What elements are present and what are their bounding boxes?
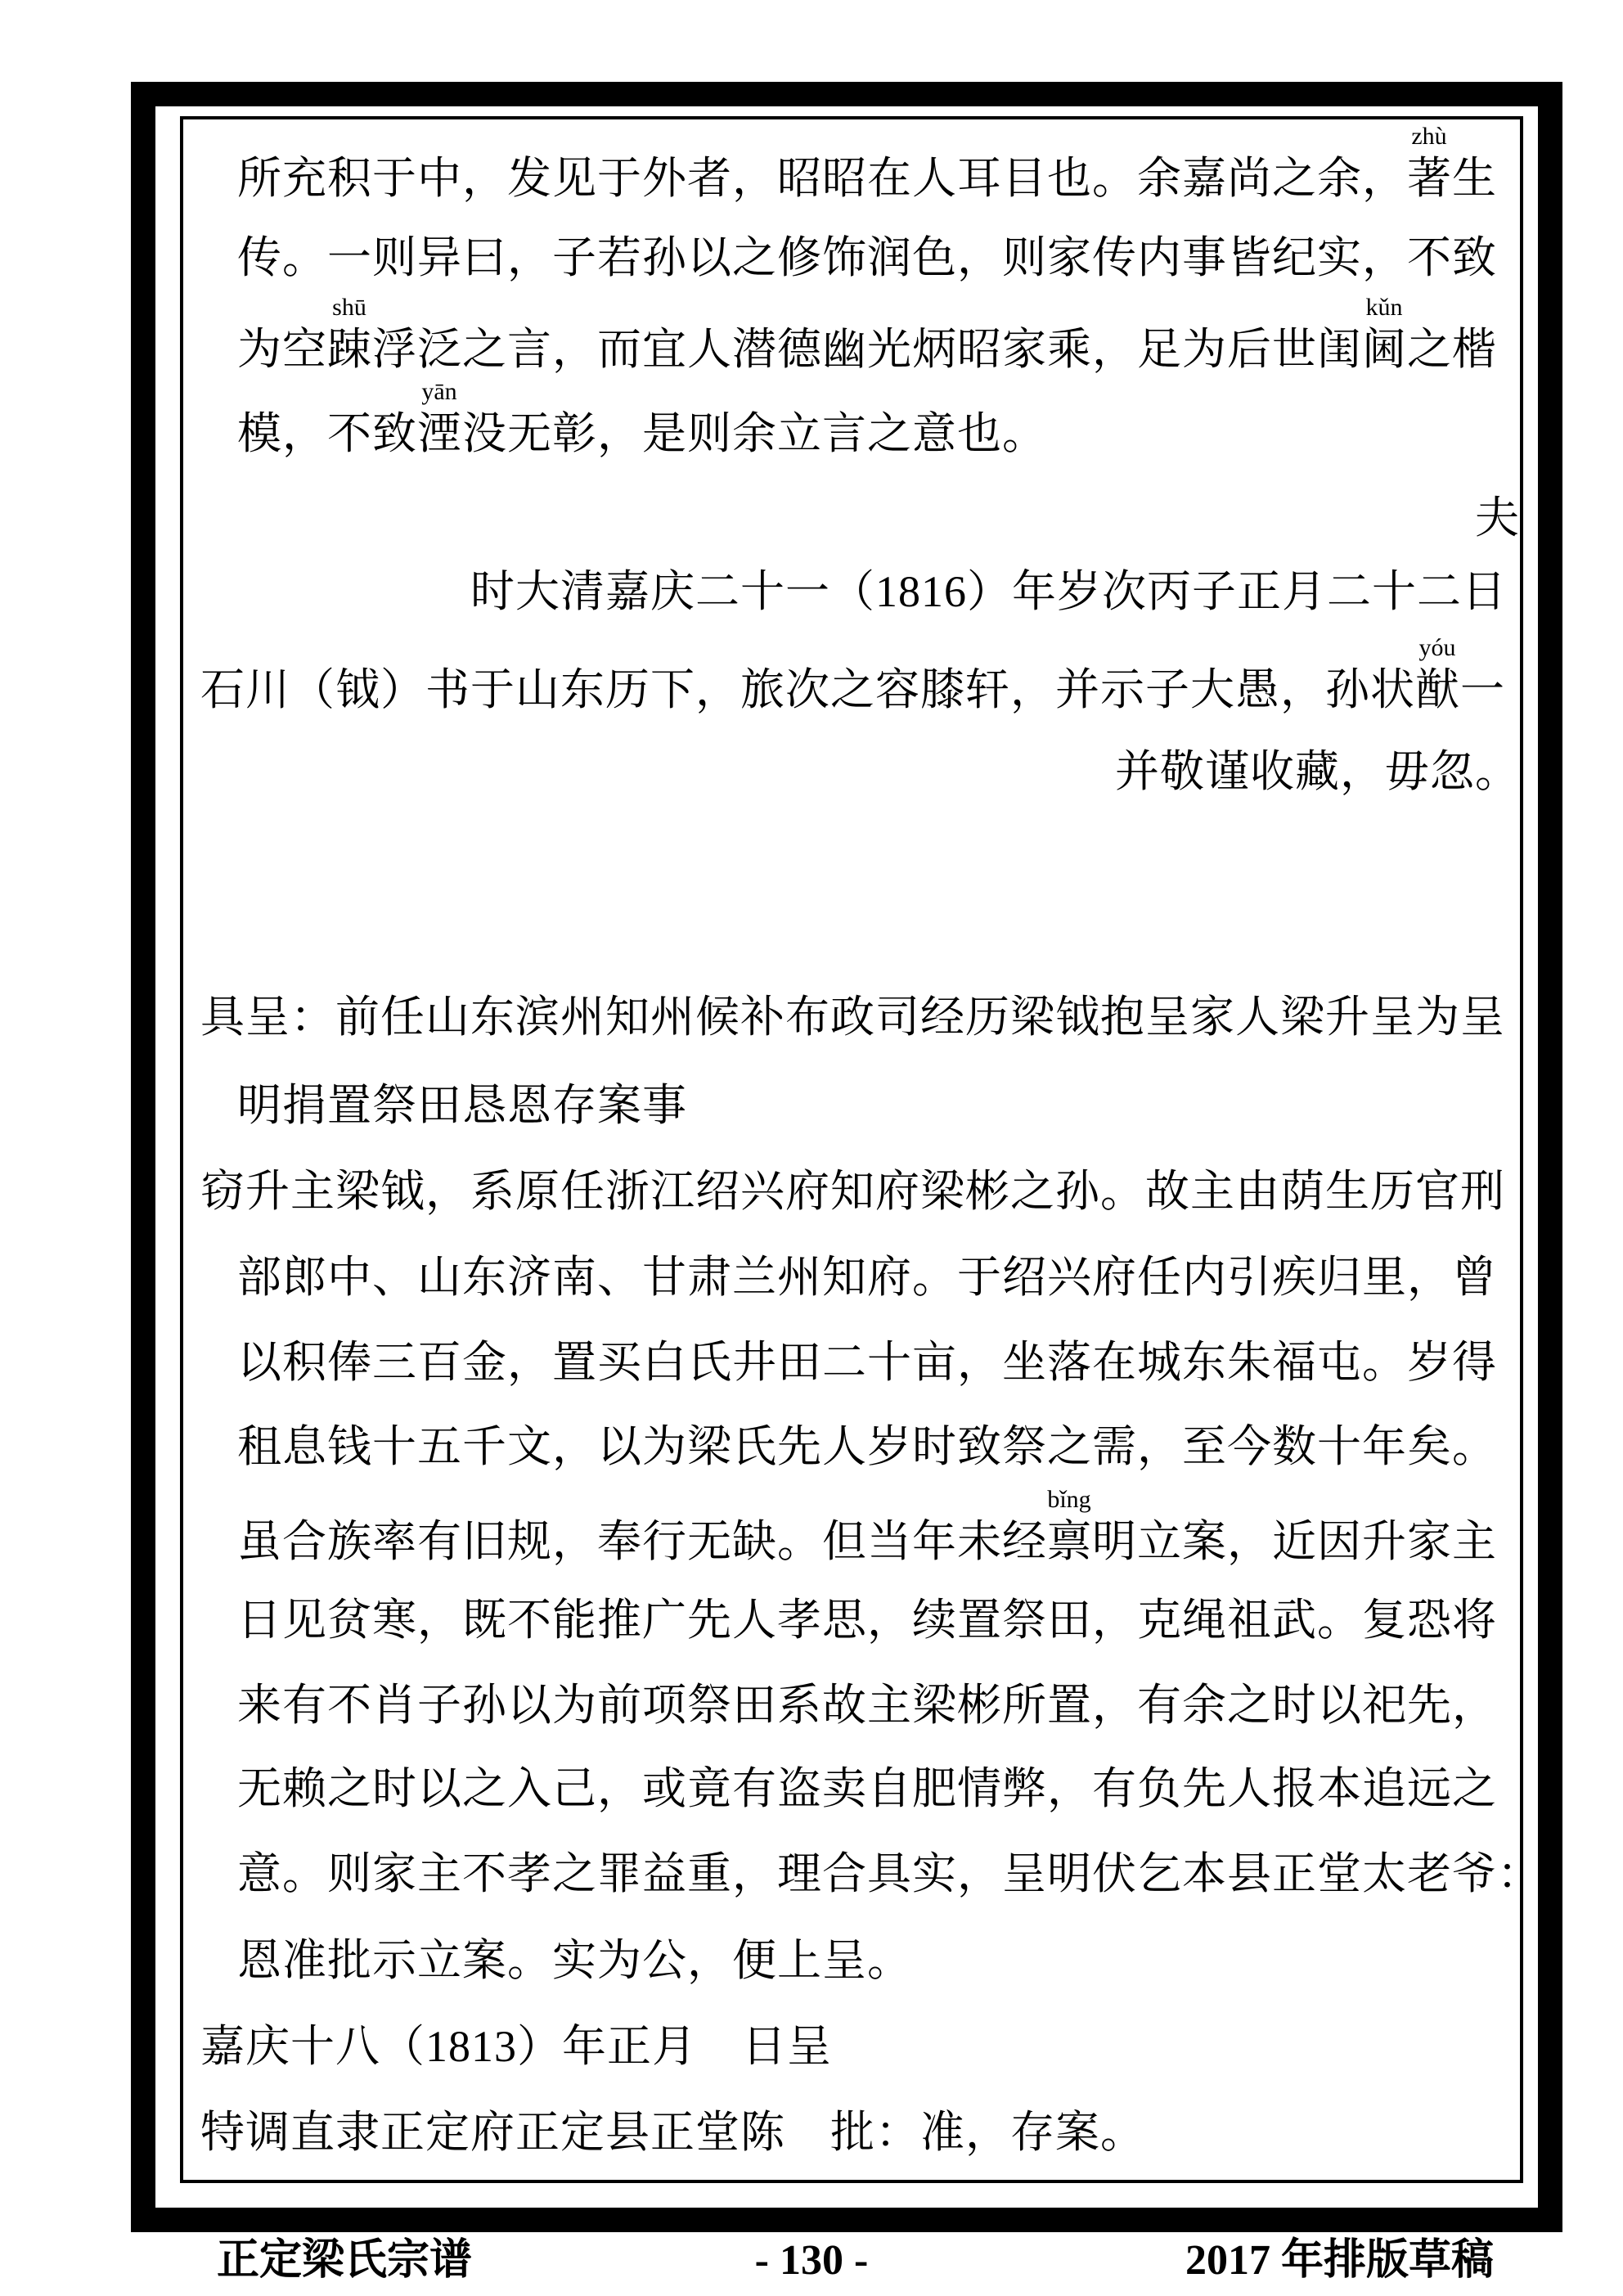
text-line: 所充积于中，发见于外者，昭昭在人耳目也。余嘉尚之余，著生 [237, 154, 1497, 203]
text-line: 嘉庆十八（1813）年正月 日呈 [200, 2022, 832, 2071]
text-line: 虽合族率有旧规，奉行无缺。但当年未经禀明立案，近因升家主 [237, 1517, 1497, 1566]
text-line: 无赖之时以之入己，或竟有盗卖自肥情弊，有负先人报本追远之 [237, 1764, 1497, 1813]
pinyin-annotation: zhù [1411, 123, 1447, 150]
text-line: 窃升主梁钺，系原任浙江绍兴府知府梁彬之孙。故主由荫生历官刑 [200, 1167, 1505, 1216]
text-line: 部郎中、山东济南、甘肃兰州知府。于绍兴府任内引疾归里，曾 [237, 1253, 1497, 1302]
text-line: 为空踈浮泛之言，而宜人潜德幽光炳昭家乘，足为后世闺阃之楷 [237, 325, 1497, 374]
text-line: 具呈：前任山东滨州知州候补布政司经历梁钺抱呈家人梁升呈为呈 [200, 993, 1505, 1042]
text-line: 模，不致湮没无彰，是则余立言之意也。 [237, 409, 1047, 458]
text-line: 特调直隶正定府正定县正堂陈 批：准，存案。 [200, 2108, 1145, 2157]
footer-book-title: 正定梁氏宗谱 [217, 2237, 473, 2284]
text-line: 石川（钺）书于山东历下，旅次之容膝轩，并示子大愚，孙状猷一 [200, 665, 1505, 714]
text-line: 日见贫寒，既不能推广先人孝思，续置祭田，克绳祖武。复恐将 [237, 1596, 1497, 1645]
text-line: 恩准批示立案。实为公，便上呈。 [237, 1936, 912, 1985]
pinyin-annotation: yān [421, 378, 457, 405]
text-line: 租息钱十五千文，以为梁氏先人岁时致祭之需，至今数十年矣。 [237, 1422, 1497, 1471]
pinyin-annotation: yóu [1418, 634, 1456, 661]
footer-edition-note: 2017 年排版草稿 [1185, 2237, 1494, 2284]
text-line: 来有不肖子孙以为前项祭田系故主梁彬所置，有余之时以祀先， [237, 1681, 1497, 1730]
pinyin-annotation: shū [332, 294, 366, 321]
text-line: 时大清嘉庆二十一（1816）年岁次丙子正月二十二日 [470, 567, 1507, 616]
footer-page-number: - 130 - [754, 2237, 869, 2284]
text-line: 以积俸三百金，置买白氏井田二十亩，坐落在城东朱福屯。岁得 [237, 1338, 1497, 1387]
text-line: 传。一则异曰，子若孙以之修饰润色，则家传内事皆纪实，不致 [237, 233, 1497, 282]
pinyin-annotation: bǐng [1047, 1486, 1091, 1513]
text-line: 并敬谨收藏，毋忽。 [1115, 747, 1520, 796]
text-line: 意。则家主不孝之罪益重，理合具实，呈明伏乞本县正堂太老爷： [237, 1849, 1542, 1898]
text-line: 明捐置祭田恳恩存案事 [237, 1081, 687, 1130]
text-line: 夫 [1475, 493, 1520, 542]
pinyin-annotation: kǔn [1365, 294, 1403, 321]
